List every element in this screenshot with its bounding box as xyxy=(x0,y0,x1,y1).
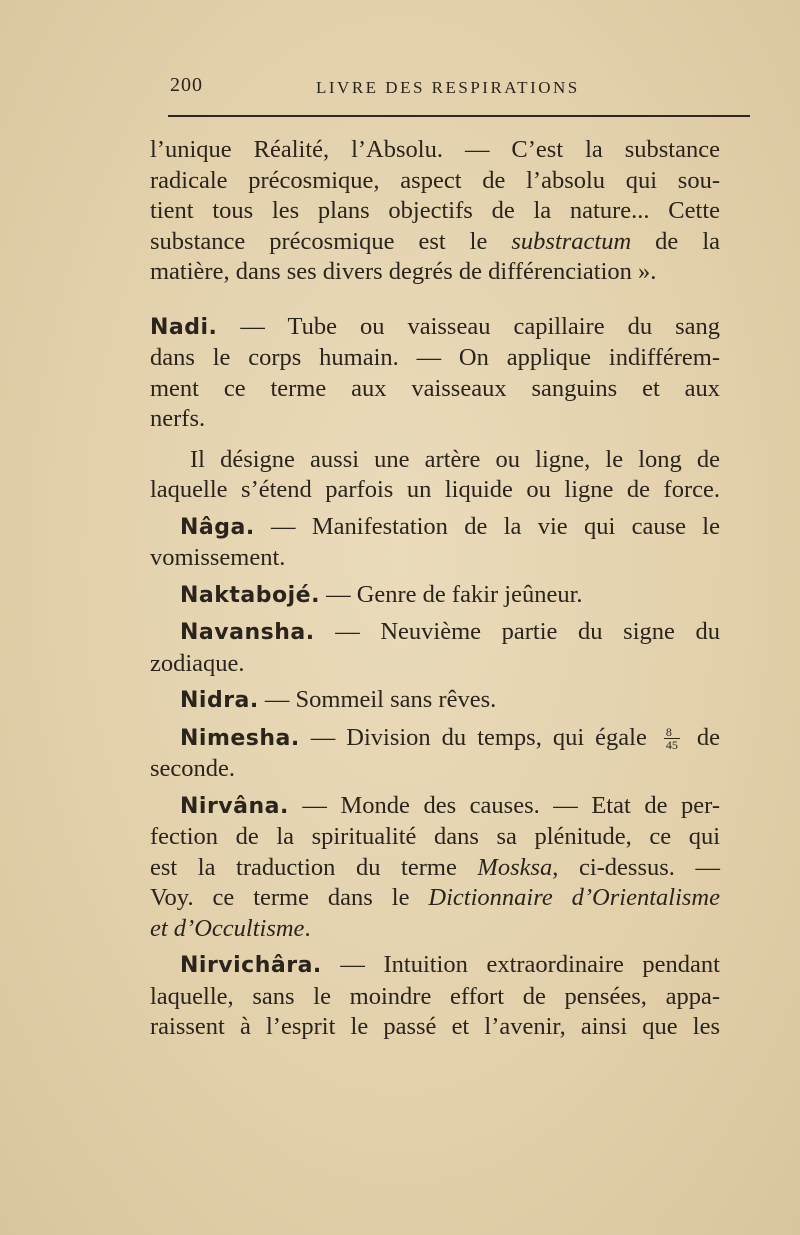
entry-nidra xyxy=(150,685,720,717)
text-run: — Genre de fakir jeûneur. xyxy=(319,580,583,608)
fraction xyxy=(664,726,680,751)
text-run: — Monde des causes. — Etat de per- xyxy=(288,791,720,819)
text-line: laquelle s’étend parfois un liquide ou ligne de force. xyxy=(150,476,720,503)
page-header xyxy=(170,74,750,104)
text-line xyxy=(150,950,720,982)
text-line xyxy=(150,512,720,544)
page-number: 200 xyxy=(170,74,203,96)
text-line: tient tous les plans objectifs de la nature... Cette xyxy=(150,197,720,224)
entry-term: Nâga. xyxy=(180,514,255,540)
entry-term: Nirvichâra. xyxy=(180,953,322,978)
text-run: . xyxy=(304,914,311,942)
text-run: — Tube ou vaisseau capillaire du sang xyxy=(217,312,720,340)
text-run: de la xyxy=(631,227,720,255)
entry-term: Nirvâna. xyxy=(180,793,289,819)
text-line: laquelle, sans le moindre effort de pensées, appa- xyxy=(150,982,720,1010)
italic-title: Dictionnaire d’Orientalisme xyxy=(428,884,720,911)
text-line: Il désigne aussi une artère ou ligne, le long de xyxy=(190,445,720,473)
italic-title: et d’Occultisme xyxy=(150,914,305,942)
text-line: seconde. xyxy=(150,755,236,782)
fraction-denominator: 45 xyxy=(665,738,678,753)
entry-term: Navansha. xyxy=(180,620,315,645)
text-line: ment ce terme aux vaisseaux sanguins et aux xyxy=(150,374,720,402)
entry-naktaboje xyxy=(150,580,720,612)
header-rule xyxy=(168,115,750,117)
text-run: de xyxy=(685,723,720,751)
text-run: — Manifestation de la vie qui cause le xyxy=(254,512,720,540)
text-line: fection de la spiritualité dans sa plénitude, ce qui xyxy=(150,823,720,850)
entry-term: Nimesha. xyxy=(180,725,300,751)
text-run: , ci-dessus. — xyxy=(552,853,720,881)
entry-term: Naktabojé. xyxy=(180,582,320,608)
text-line: nerfs. xyxy=(150,405,206,432)
text-line xyxy=(150,883,720,914)
entry-nimesha xyxy=(150,723,720,785)
page-body xyxy=(150,135,720,1043)
text-line xyxy=(150,617,720,649)
entry-term: Nidra. xyxy=(180,688,259,713)
text-run: substance précosmique est le xyxy=(150,227,512,255)
italic-word: substractum xyxy=(511,227,632,255)
fraction-numerator: 8 xyxy=(664,726,680,739)
text-run: — Neuvième partie du signe du xyxy=(314,618,720,645)
intro-paragraph xyxy=(150,135,720,288)
entry-nadi xyxy=(150,312,720,506)
running-title: LIVRE DES RESPIRATIONS xyxy=(316,78,580,97)
text-line: l’unique Réalité, l’Absolu. — C’est la substance xyxy=(150,136,720,163)
text-line xyxy=(150,723,720,755)
entry-nirvana xyxy=(150,791,720,945)
italic-word: Mosksa xyxy=(477,853,553,881)
text-line: raissent à l’esprit le passé et l’avenir, ainsi que les xyxy=(150,1013,720,1040)
entry-navansha xyxy=(150,617,720,679)
text-line: vomissement. xyxy=(150,544,286,571)
text-line xyxy=(150,791,720,823)
text-line xyxy=(150,312,720,344)
text-line: zodiaque. xyxy=(150,649,245,677)
text-line xyxy=(150,227,720,258)
entry-nirvichara xyxy=(150,950,720,1043)
text-run: Voy. ce terme dans le xyxy=(150,884,429,911)
text-run: — Division du temps, qui égale xyxy=(299,723,658,751)
text-line xyxy=(150,914,720,945)
text-line xyxy=(150,580,720,612)
text-run: — Sommeil sans rêves. xyxy=(258,686,497,713)
text-line xyxy=(150,853,720,884)
text-line: dans le corps humain. — On applique indifférem- xyxy=(150,344,720,371)
text-run: — Intuition extraordinaire pendant xyxy=(321,951,720,978)
entry-term: Nadi. xyxy=(150,314,218,340)
entry-naga xyxy=(150,512,720,574)
text-line xyxy=(150,685,720,717)
text-run: est la traduction du terme xyxy=(150,853,478,881)
text-line: radicale précosmique, aspect de l’absolu qui sou- xyxy=(150,166,720,194)
text-line: matière, dans ses divers degrés de différenciation ». xyxy=(150,258,657,285)
